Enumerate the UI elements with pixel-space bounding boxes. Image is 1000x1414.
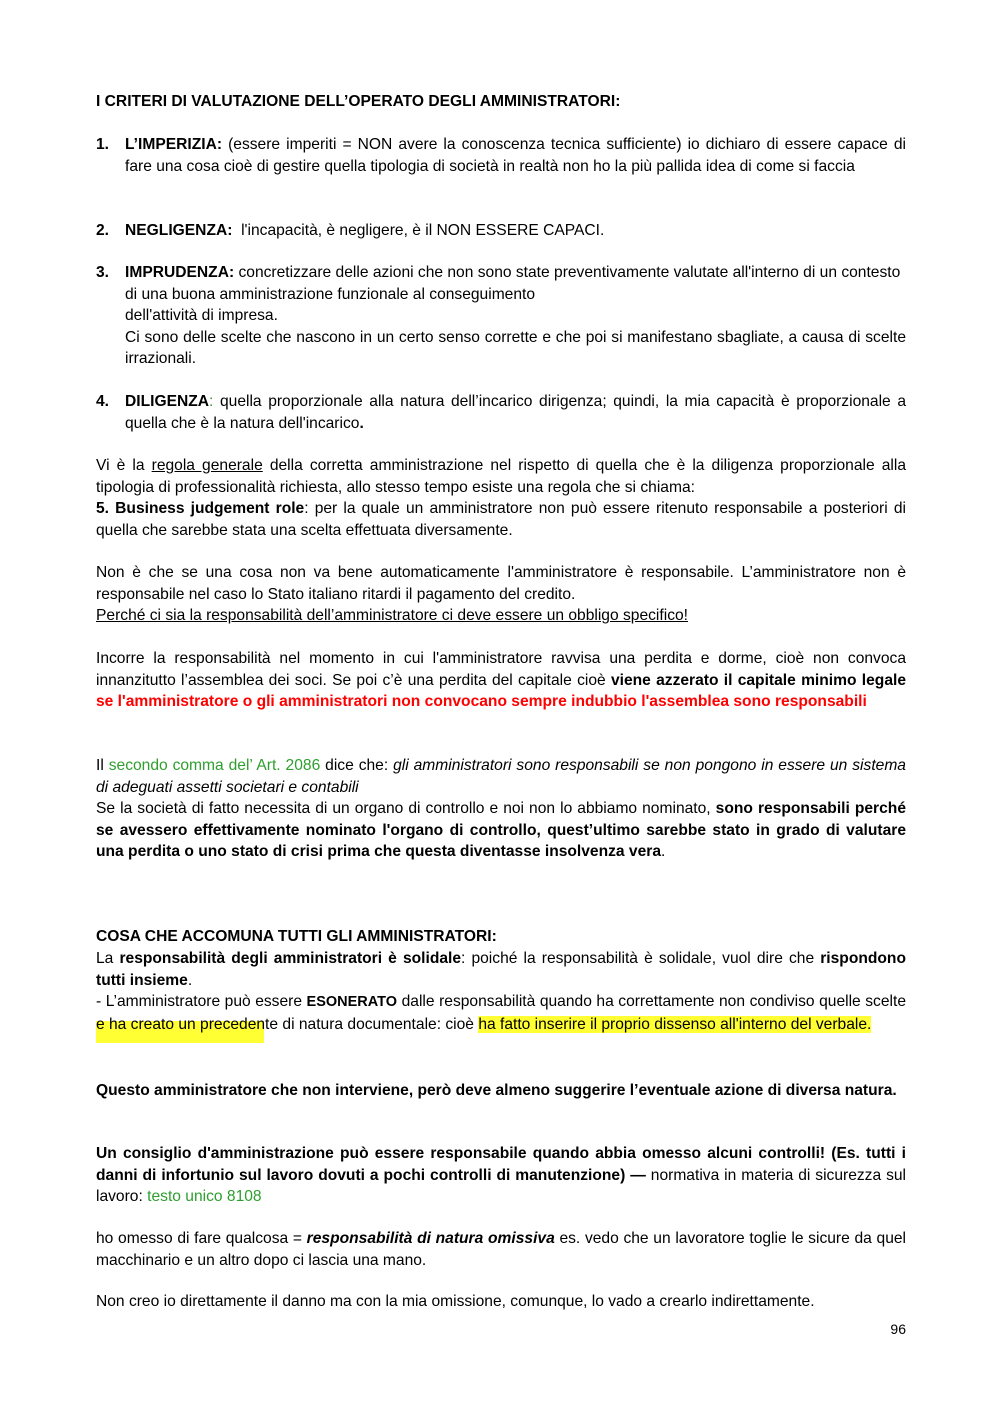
list-item-text: DILIGENZA: quella proporzionale alla natura dell’incarico dirigenza; quindi, la mia capacità è proporzionale a quella che è la natura dell'incarico. (125, 393, 906, 432)
list-item-text: L’IMPERIZIA: (essere imperiti = NON avere la conoscenza tecnica sufficiente) io dichiaro di essere capace di fare una cosa cioè di gestire quella tipologia di società in realtà non ho la più pallida idea di come si faccia (125, 136, 906, 175)
list-item-text: NEGLIGENZA: l'incapacità, è negligere, è il NON ESSERE CAPACI. (125, 222, 605, 239)
paragraph-consiglio: Un consiglio d'amministrazione può essere responsabile quando abbia omesso alcuni controlli! (Es. tutti i danni di infortunio sul lavoro dovuti a pochi controlli di manutenzione) — normativa in materia di sicurezza sul lavoro: testo unico 8108 (96, 1145, 907, 1206)
paragraph-art: Il secondo comma del’ Art. 2086 dice che: gli amministratori sono responsabili se non pongono in essere un sistema di adeguati assetti societari e contabili Se la società di fatto necessita di un organo di controllo e noi non lo abbiamo nominato, sono responsabili perché se avessero effettivamente nominato l'organo di controllo, quest’ultimo sarebbe stato in grado di valutare una perdita o uno stato di crisi prima che questa diventasse insolvenza vera. (96, 757, 906, 861)
term-label: IMPRUDENZA: (125, 264, 235, 281)
page-number: 96 (890, 1321, 906, 1337)
paragraph-rule: Vi è la regola generale della corretta amministrazione nel rispetto di quella che è la diligenza proporzionale alla tipologia di professionalità richiesta, allo stesso tempo esiste una regola che si chiama: 5. Business judgement role: per la quale un amministratore non può essere ritenuto responsabile a posteriori di quella che sarebbe stata una scelta effettuata diversamente. (96, 457, 907, 539)
section-heading: I CRITERI DI VALUTAZIONE DELL’OPERATO DEGLI AMMINISTRATORI: (96, 93, 621, 110)
list-number: 4. (96, 393, 110, 410)
paragraph-solidale: La responsabilità degli amministratori è solidale: poiché la responsabilità è solidale, vuol dire che rispondono tutti insieme. (96, 950, 906, 989)
section-heading-2: COSA CHE ACCOMUNA TUTTI GLI AMMINISTRATORI: (96, 928, 497, 945)
paragraph-incorre: Incorre la responsabilità nel momento in cui l'amministratore ravvisa una perdita e dorme, cioè non convoca innanzitutto l’assemblea dei soci. Se poi c’è una perdita del capitale cioè viene azzerato il capitale minimo legale se l'amministratore o gli amministratori non convocano sempre indubbio l'assemblea sono responsabili (96, 650, 906, 711)
paragraph-esonerato: - L’amministratore può essere ESONERATO dalle responsabilità quando ha correttamente non condiviso quelle scelte e ha creato un precedente di natura documentale: cioè ha fatto inserire il proprio dissenso all'interno del verbale. (96, 993, 906, 1033)
paragraph-omesso: ho omesso di fare qualcosa = responsabilità di natura omissiva es. vedo che un lavoratore toglie le sicure da quel macchinario e un altro dopo ci lascia una mano. (96, 1230, 907, 1269)
paragraph-non: Non è che se una cosa non va bene automaticamente l'amministratore è responsabile. L’amministratore non è responsabile nel caso lo Stato italiano ritardi il pagamento del credito. Perché ci sia la responsabilità dell’amministratore ci deve essere un obbligo specifico! (96, 564, 906, 625)
term-label: DILIGENZA (125, 393, 210, 410)
list-number: 1. (96, 136, 110, 153)
list-number: 3. (96, 264, 110, 281)
paragraph-final: Non creo io direttamente il danno ma con la mia omissione, comunque, lo vado a crearlo indirettamente. (96, 1293, 815, 1310)
term-label: NEGLIGENZA: (125, 222, 233, 239)
highlighted-text: ha fatto inserire il proprio dissenso all'interno del verbale. (478, 1015, 872, 1033)
paragraph-questo: Questo amministratore che non interviene, però deve almeno suggerire l’eventuale azione di diversa natura. (96, 1082, 897, 1099)
list-item-text: IMPRUDENZA: concretizzare delle azioni che non sono state preventivamente valutate all'interno di un contesto di una buona amministrazione funzionale al conseguimento dell'attività di impresa. Ci sono delle scelte che nascono in un certo senso corrette e che poi si manifestano sbagliate, a causa di scelte irrazionali. (125, 264, 906, 368)
term-label: L’IMPERIZIA: (125, 136, 223, 153)
list-number: 2. (96, 222, 110, 239)
